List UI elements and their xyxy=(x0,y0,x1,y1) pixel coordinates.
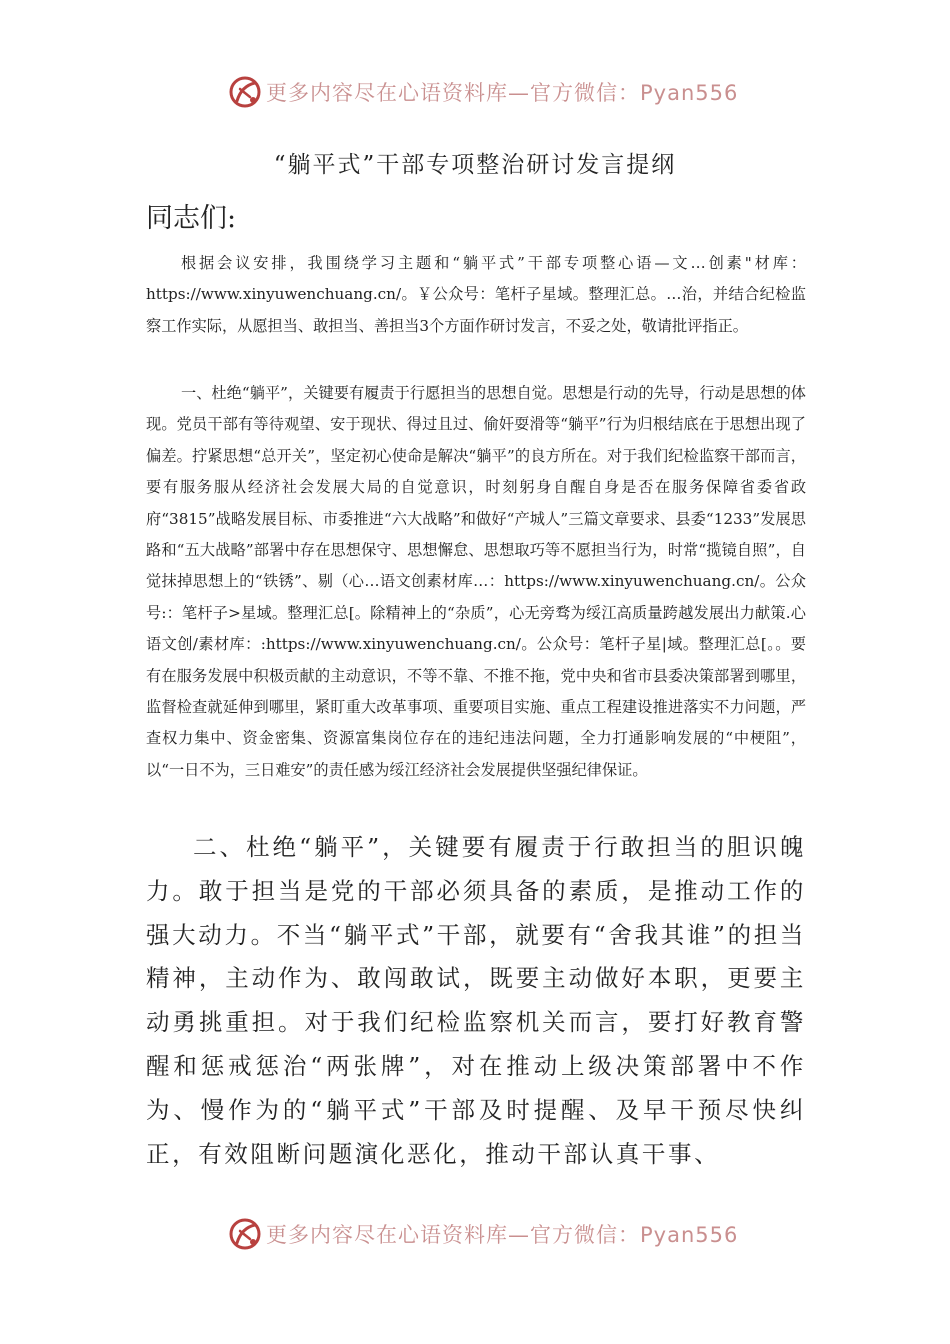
document-title: “躺平式”干部专项整治研讨发言提纲 xyxy=(273,152,677,178)
footer-watermark xyxy=(0,1214,950,1254)
paragraph-section-one: 一、杜绝“躺平”，关键要有履责于行愿担当的思想自觉。思想是行动的先导，行动是思想的体现。党员干部有等待观望、安于现状、得过且过、偷奸耍滑等“躺平”行为归根结底在于思想出现了偏差。拧紧思想“总开关”，坚定初心使命是解决“躺平”的良方所在。对于我们纪检监察干部而言，要有服务服从经济社会发展大局的自觉意识，时刻躬身自醒自身是否在服务保障省委省政府“3815”战略发展目标、市委推进“六大战略”和做好“产城人”三篇文章要求、县委“1233”发展思路和“五大战略”部署中存在思想保守、思想懈怠、思想取巧等不愿担当行为，时常“揽镜自照”，自觉抹掉思想上的“铁锈”、剔（心…语文创素材库…：https://www.xinyuwenchuang.cn/。公众号:：笔杆子>星域。整理汇总[。除精神上的“杂质”，心无旁骛为绥江高质量跨越发展出力献策.心语文创/素材库：:https://www.xinyuwenchuang.cn/。公众号：笔杆子星|域。整理汇总[。。要有在服务发展中积极贡献的主动意识，不等不靠、不推不拖，党中央和省市县委决策部署到哪里，监督检查就延伸到哪里，紧盯重大改革事项、重要项目实施、重点工程建设推进落实不力问题，严查权力集中、资金密集、资源富集岗位存在的违纪违法问题，全力打通影响发展的“中梗阻”，以“一日不为，三日难安”的责任感为绥江经济社会发展提供坚强纪律保证。 xyxy=(146,384,806,779)
paragraph-section-two: 二、杜绝“躺平”，关键要有履责于行敢担当的胆识魄力。敢于担当是党的干部必须具备的素质，是推动工作的强大动力。不当“躺平式”干部，就要有“舍我其谁”的担当精神，主动作为、敢闯敢试，既要主动做好本职，更要主动勇挑重担。对于我们纪检监察机关而言，要打好教育警醒和惩戒惩治“两张牌”，对在推动上级决策部署中不作为、慢作为的“躺平式”干部及时提醒、及早干预尽快纠正，有效阻断问题演化恶化，推动干部认真干事、 xyxy=(146,833,806,1168)
brand-logo-icon xyxy=(228,75,262,109)
watermark-text: 更多内容尽在心语资料库—官方微信：Pyan556 xyxy=(266,1223,739,1247)
watermark-text: 更多内容尽在心语资料库—官方微信：Pyan556 xyxy=(266,81,739,105)
paragraph-intro: 根据会议安排，我围绕学习主题和“躺平式”干部专项整心语—文…创素"材库：https://www.xinyuwenchuang.cn/。￥公众号：笔杆子星域。整理汇总。…治，并结合纪检监察工作实际，从愿担当、敢担当、善担当3个方面作研讨发言，不妥之处，敬请批评指正。 xyxy=(146,254,806,335)
brand-logo-icon xyxy=(228,1217,262,1251)
salutation: 同志们: xyxy=(146,203,237,234)
header-watermark xyxy=(0,72,950,112)
